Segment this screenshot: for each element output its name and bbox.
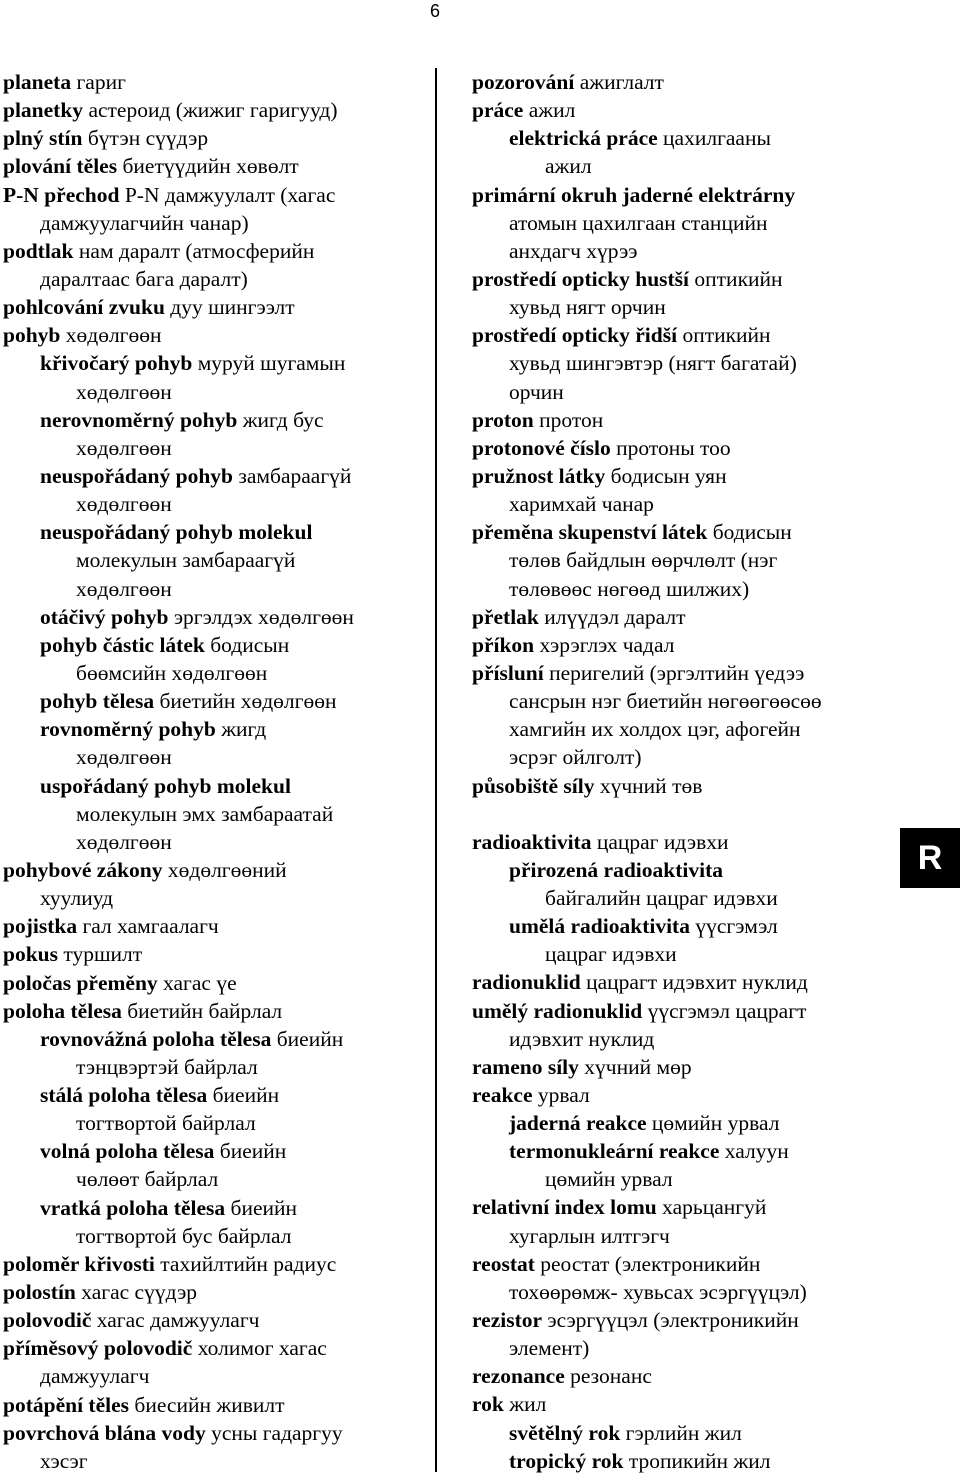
dictionary-entry	[3, 1334, 428, 1362]
entry-continuation	[472, 743, 892, 771]
entry-term: příkon	[472, 632, 535, 657]
entry-definition: төлөв байдлын өөрчлөлт (нэг	[509, 548, 778, 573]
entry-definition: бодисын уян	[605, 463, 727, 488]
entry-definition: бодисын	[204, 632, 290, 657]
entry-term: jaderná reakce	[509, 1111, 647, 1136]
dictionary-entry	[472, 1250, 892, 1278]
entry-term: relativní index lomu	[472, 1195, 657, 1220]
entry-definition: биеийн	[271, 1026, 344, 1051]
entry-continuation	[3, 265, 428, 293]
entry-definition: нам даралт (атмосферийн	[73, 238, 315, 263]
entry-definition: хагас үе	[157, 970, 237, 995]
entry-term: povrchová blána vody	[3, 1420, 206, 1445]
dictionary-entry	[472, 1053, 892, 1081]
entry-definition: бөөмсийн хөдөлгөөн	[76, 660, 268, 685]
entry-definition: цацрагт идэвхит нуклид	[580, 970, 808, 995]
entry-definition: цөмийн урвал	[646, 1111, 780, 1136]
entry-definition: тэнцвэртэй байрлал	[76, 1054, 258, 1079]
entry-continuation	[3, 546, 428, 574]
dictionary-entry	[3, 997, 428, 1025]
entry-term: světělný rok	[509, 1420, 621, 1445]
entry-continuation	[472, 1025, 892, 1053]
entry-definition: хугарлын илтгэгч	[509, 1223, 670, 1248]
entry-term: P-N přechod	[3, 182, 120, 207]
entry-definition: хөдөлгөөн	[76, 745, 172, 770]
entry-definition: жил	[503, 1392, 547, 1417]
entry-term: plování těles	[3, 154, 118, 179]
dictionary-entry	[3, 631, 428, 659]
dictionary-entry	[3, 152, 428, 180]
entry-term: protonové číslo	[472, 435, 611, 460]
entry-term: radionuklid	[472, 970, 581, 995]
entry-definition: молекулын замбараагүй	[76, 548, 296, 573]
entry-definition: дамжуулагч	[40, 1364, 150, 1389]
dictionary-entry	[3, 349, 428, 377]
entry-definition: биеийн	[207, 1083, 280, 1108]
dictionary-entry	[472, 856, 892, 884]
entry-continuation	[3, 884, 428, 912]
page-number: 6	[429, 1, 440, 21]
section-letter-tab: R	[900, 828, 960, 888]
entry-definition: байгалийн цацраг идэвхи	[545, 885, 778, 910]
entry-term: pohlcování zvuku	[3, 295, 165, 320]
entry-term: přirozená radioaktivita	[509, 857, 723, 882]
entry-definition: хөдөлгөөн	[60, 323, 162, 348]
entry-term: plný stín	[3, 126, 83, 151]
entry-continuation	[472, 490, 892, 518]
entry-definition: астероид (жижиг гаригууд)	[83, 98, 338, 123]
entry-definition: P-N дамжуулалт (хагас	[119, 182, 336, 207]
dictionary-entry	[472, 1419, 892, 1447]
entry-term: pozorování	[472, 70, 575, 94]
entry-definition: биетийн байрлал	[121, 998, 283, 1023]
entry-term: křivočarý pohyb	[40, 351, 193, 376]
dictionary-entry	[3, 96, 428, 124]
entry-definition: гариг	[71, 70, 126, 94]
entry-term: elektrická práce	[509, 126, 658, 151]
dictionary-entry	[3, 1081, 428, 1109]
entry-continuation	[472, 884, 892, 912]
entry-definition: төлөвөөс нөгөөд шилжих)	[509, 576, 750, 601]
entry-term: polostín	[3, 1280, 76, 1305]
dictionary-entry	[472, 124, 892, 152]
entry-definition: оптикийн	[677, 323, 771, 348]
entry-term: radioaktivita	[472, 829, 592, 854]
dictionary-entry	[472, 96, 892, 124]
entry-term: reostat	[472, 1251, 535, 1276]
entry-term: působiště síly	[472, 773, 595, 798]
dictionary-entry	[472, 1390, 892, 1418]
entry-definition: хэсэг	[40, 1448, 88, 1473]
dictionary-entry	[3, 1250, 428, 1278]
dictionary-entry	[472, 321, 892, 349]
entry-term: termonukleární reakce	[509, 1139, 720, 1164]
entry-continuation	[472, 715, 892, 743]
entry-term: prostředí opticky hustší	[472, 266, 690, 291]
dictionary-entry	[472, 1362, 892, 1390]
entry-definition: дуу шингээлт	[164, 295, 295, 320]
entry-term: pohyb částic látek	[40, 632, 205, 657]
entry-definition: сансрын нэг биетийн нөгөөгөөсөө	[509, 689, 822, 714]
dictionary-entry	[472, 462, 892, 490]
dictionary-entry	[3, 1278, 428, 1306]
entry-definition: биеийн	[214, 1139, 287, 1164]
entry-definition: оптикийн	[689, 266, 783, 291]
dictionary-entry	[3, 1391, 428, 1419]
dictionary-entry	[3, 603, 428, 631]
entry-continuation	[3, 434, 428, 462]
entry-term: tropický rok	[509, 1448, 624, 1473]
dictionary-entry	[3, 1306, 428, 1334]
entry-continuation	[472, 575, 892, 603]
dictionary-entry	[3, 969, 428, 997]
entry-definition: даралтаас бага даралт)	[40, 266, 248, 291]
dictionary-entry	[3, 1025, 428, 1053]
entry-definition: туршилт	[58, 942, 143, 967]
entry-term: polovodič	[3, 1308, 92, 1333]
dictionary-entry	[3, 940, 428, 968]
entry-definition: замбараагүй	[233, 463, 352, 488]
entry-term: rezistor	[472, 1308, 543, 1333]
entry-definition: хүчний төв	[594, 773, 703, 798]
entry-term: volná poloha tělesa	[40, 1139, 215, 1164]
entry-continuation	[472, 237, 892, 265]
entry-definition: муруй шугамын	[192, 351, 346, 376]
entry-definition: харьцангуй	[656, 1195, 767, 1220]
entry-definition: эргэлдэх хөдөлгөөн	[168, 604, 354, 629]
entry-definition: биесийн живилт	[129, 1392, 285, 1417]
entry-term: nerovnoměrný pohyb	[40, 407, 238, 432]
entry-term: rezonance	[472, 1364, 565, 1389]
entry-definition: тохөөрөмж- хувьсах эсэргүүцэл)	[509, 1279, 807, 1304]
dictionary-entry	[472, 603, 892, 631]
entry-term: potápění těles	[3, 1392, 130, 1417]
entry-term: reakce	[472, 1082, 533, 1107]
dictionary-entry	[472, 772, 892, 800]
entry-continuation	[3, 1165, 428, 1193]
entry-definition: тропикийн жил	[623, 1448, 771, 1473]
entry-definition: хамгийн их холдох цэг, афогейн	[509, 717, 801, 742]
entry-term: práce	[472, 98, 524, 123]
entry-term: příměsový polovodič	[3, 1336, 193, 1361]
left-column	[3, 68, 428, 1475]
dictionary-entry	[472, 434, 892, 462]
dictionary-entry	[472, 68, 892, 96]
entry-definition: эсэргүүцэл (электроникийн	[542, 1308, 799, 1333]
dictionary-entry	[472, 997, 892, 1025]
entry-continuation	[472, 1165, 892, 1193]
entry-term: přísluní	[472, 660, 544, 685]
entry-definition: хувьд нягт орчин	[509, 295, 666, 320]
entry-term: prostředí opticky řidší	[472, 323, 678, 348]
dictionary-entry	[472, 1081, 892, 1109]
dictionary-entry	[3, 68, 428, 96]
entry-continuation	[472, 1334, 892, 1362]
entry-continuation	[3, 575, 428, 603]
entry-continuation	[3, 743, 428, 771]
entry-term: rovnoměrný pohyb	[40, 717, 216, 742]
entry-definition: тахийлтийн радиус	[154, 1251, 337, 1276]
entry-term: podtlak	[3, 238, 74, 263]
entry-term: planetky	[3, 98, 84, 123]
entry-term: vratká poloha tělesa	[40, 1195, 226, 1220]
entry-continuation	[3, 800, 428, 828]
entry-term: primární okruh jaderné elektrárny	[472, 182, 796, 207]
entry-continuation	[3, 828, 428, 856]
entry-definition: хөдөлгөөн	[76, 435, 172, 460]
entry-definition: урвал	[532, 1082, 590, 1107]
entry-definition: жигд бус	[237, 407, 324, 432]
section-gap	[472, 800, 892, 828]
entry-definition: ажил	[545, 154, 592, 179]
entry-continuation	[3, 659, 428, 687]
entry-continuation	[3, 1447, 428, 1475]
dictionary-entry	[3, 518, 428, 546]
entry-definition: үүсгэмэл	[689, 914, 778, 939]
entry-definition: биетүүдийн хөвөлт	[117, 154, 299, 179]
entry-definition: гэрлийн жил	[620, 1420, 742, 1445]
entry-definition: гал хамгаалагч	[77, 914, 219, 939]
entry-continuation	[472, 209, 892, 237]
entry-definition: перигелий (эргэлтийн үедээ	[543, 660, 805, 685]
entry-term: planeta	[3, 70, 72, 94]
entry-definition: цацраг идэвхи	[545, 942, 677, 967]
dictionary-entry	[472, 1306, 892, 1334]
dictionary-entry	[3, 406, 428, 434]
entry-definition: ажиглалт	[574, 70, 664, 94]
entry-definition: хөдөлгөөний	[162, 857, 287, 882]
entry-term: poloměr křivosti	[3, 1251, 155, 1276]
entry-definition: орчин	[509, 379, 564, 404]
entry-continuation	[472, 152, 892, 180]
entry-definition: хөдөлгөөн	[76, 576, 172, 601]
dictionary-entry	[3, 856, 428, 884]
entry-definition: хэрэглэх чадал	[534, 632, 675, 657]
entry-term: pojistka	[3, 914, 78, 939]
entry-definition: дамжуулагчийн чанар)	[40, 210, 249, 235]
dictionary-entry	[3, 687, 428, 715]
entry-definition: цахилгааны	[657, 126, 771, 151]
entry-definition: биеийн	[225, 1195, 298, 1220]
entry-definition: хөдөлгөөн	[76, 379, 172, 404]
entry-definition: холимог хагас	[192, 1336, 327, 1361]
entry-definition: эсрэг ойлголт)	[509, 745, 642, 770]
entry-definition: хагас дамжуулагч	[91, 1308, 260, 1333]
entry-continuation	[3, 1222, 428, 1250]
entry-definition: тогтвортой бус байрлал	[76, 1223, 292, 1248]
entry-definition: биетийн хөдөлгөөн	[154, 689, 337, 714]
entry-term: pružnost látky	[472, 463, 606, 488]
dictionary-entry	[472, 1109, 892, 1137]
entry-term: rok	[472, 1392, 504, 1417]
entry-definition: протоны тоо	[610, 435, 731, 460]
right-column	[472, 68, 892, 1475]
entry-term: pohyb	[3, 323, 61, 348]
dictionary-entry	[472, 1137, 892, 1165]
entry-definition: хөдөлгөөн	[76, 492, 172, 517]
entry-term: pohybové zákony	[3, 857, 163, 882]
entry-term: pohyb tělesa	[40, 689, 155, 714]
entry-definition: хуулиуд	[40, 886, 114, 911]
dictionary-entry	[3, 1419, 428, 1447]
entry-term: poloha tělesa	[3, 998, 122, 1023]
entry-continuation	[3, 378, 428, 406]
entry-term: umělá radioaktivita	[509, 914, 690, 939]
dictionary-entry	[3, 237, 428, 265]
dictionary-entry	[3, 772, 428, 800]
dictionary-entry	[3, 321, 428, 349]
entry-definition: үүсгэмэл цацрагт	[642, 998, 807, 1023]
entry-definition: жигд	[215, 717, 267, 742]
entry-term: přetlak	[472, 604, 539, 629]
entry-term: pokus	[3, 942, 58, 967]
dictionary-entry	[472, 1447, 892, 1475]
entry-definition: ажил	[523, 98, 576, 123]
entry-definition: резонанс	[564, 1364, 652, 1389]
entry-term: proton	[472, 407, 534, 432]
entry-continuation	[472, 687, 892, 715]
entry-definition: цөмийн урвал	[545, 1167, 673, 1192]
entry-definition: хагас сүүдэр	[75, 1280, 198, 1305]
entry-continuation	[3, 1362, 428, 1390]
entry-term: rovnovážná poloha tělesa	[40, 1026, 272, 1051]
entry-continuation	[472, 293, 892, 321]
entry-term: přeměna skupenství látek	[472, 520, 708, 545]
entry-definition: харимхай чанар	[509, 492, 654, 517]
dictionary-entry	[472, 1193, 892, 1221]
entry-continuation	[472, 1222, 892, 1250]
entry-term: uspořádaný pohyb molekul	[40, 773, 291, 798]
entry-continuation	[472, 940, 892, 968]
dictionary-entry	[3, 1194, 428, 1222]
dictionary-entry	[3, 124, 428, 152]
dictionary-entry	[472, 518, 892, 546]
dictionary-entry	[3, 181, 428, 209]
entry-continuation	[472, 349, 892, 377]
entry-definition: халуун	[719, 1139, 789, 1164]
dictionary-entry	[472, 912, 892, 940]
entry-continuation	[472, 378, 892, 406]
entry-definition: усны гадаргуу	[205, 1420, 343, 1445]
entry-definition: бүтэн сүүдэр	[82, 126, 209, 151]
dictionary-entry	[472, 828, 892, 856]
dictionary-entry	[472, 659, 892, 687]
entry-definition: молекулын эмх замбараатай	[76, 801, 334, 826]
entry-term: neuspořádaný pohyb molekul	[40, 520, 313, 545]
dictionary-entry	[3, 912, 428, 940]
dictionary-entry	[472, 265, 892, 293]
entry-definition: атомын цахилгаан станцийн	[509, 210, 768, 235]
entry-definition: реостат (электроникийн	[534, 1251, 761, 1276]
entry-definition: элемент)	[509, 1336, 590, 1361]
entry-definition: тогтвортой байрлал	[76, 1111, 256, 1136]
dictionary-entry	[472, 631, 892, 659]
entry-term: neuspořádaný pohyb	[40, 463, 233, 488]
entry-continuation	[3, 1053, 428, 1081]
entry-definition: цацраг идэвхи	[591, 829, 729, 854]
entry-term: poločas přeměny	[3, 970, 158, 995]
entry-definition: хүчний мөр	[578, 1054, 692, 1079]
entry-term: umělý radionuklid	[472, 998, 643, 1023]
entry-definition: чөлөөт байрлал	[76, 1167, 219, 1192]
entry-definition: илүүдэл даралт	[538, 604, 686, 629]
entry-definition: хөдөлгөөн	[76, 829, 172, 854]
entry-continuation	[472, 1278, 892, 1306]
dictionary-entry	[3, 462, 428, 490]
dictionary-entry	[3, 715, 428, 743]
entry-term: rameno síly	[472, 1054, 579, 1079]
entry-continuation	[3, 209, 428, 237]
dictionary-entry	[472, 968, 892, 996]
entry-continuation	[3, 1109, 428, 1137]
dictionary-entry	[472, 406, 892, 434]
entry-term: stálá poloha tělesa	[40, 1083, 208, 1108]
entry-continuation	[472, 546, 892, 574]
column-divider	[435, 68, 437, 1472]
dictionary-entry	[3, 1137, 428, 1165]
entry-term: otáčivý pohyb	[40, 604, 169, 629]
entry-continuation	[3, 490, 428, 518]
dictionary-entry	[3, 293, 428, 321]
entry-definition: анхдагч хүрээ	[509, 238, 638, 263]
entry-definition: хувьд шингэвтэр (нягт багатай)	[509, 351, 797, 376]
entry-definition: идэвхит нуклид	[509, 1026, 655, 1051]
entry-definition: протон	[533, 407, 604, 432]
dictionary-entry	[472, 181, 892, 209]
entry-definition: бодисын	[707, 520, 792, 545]
